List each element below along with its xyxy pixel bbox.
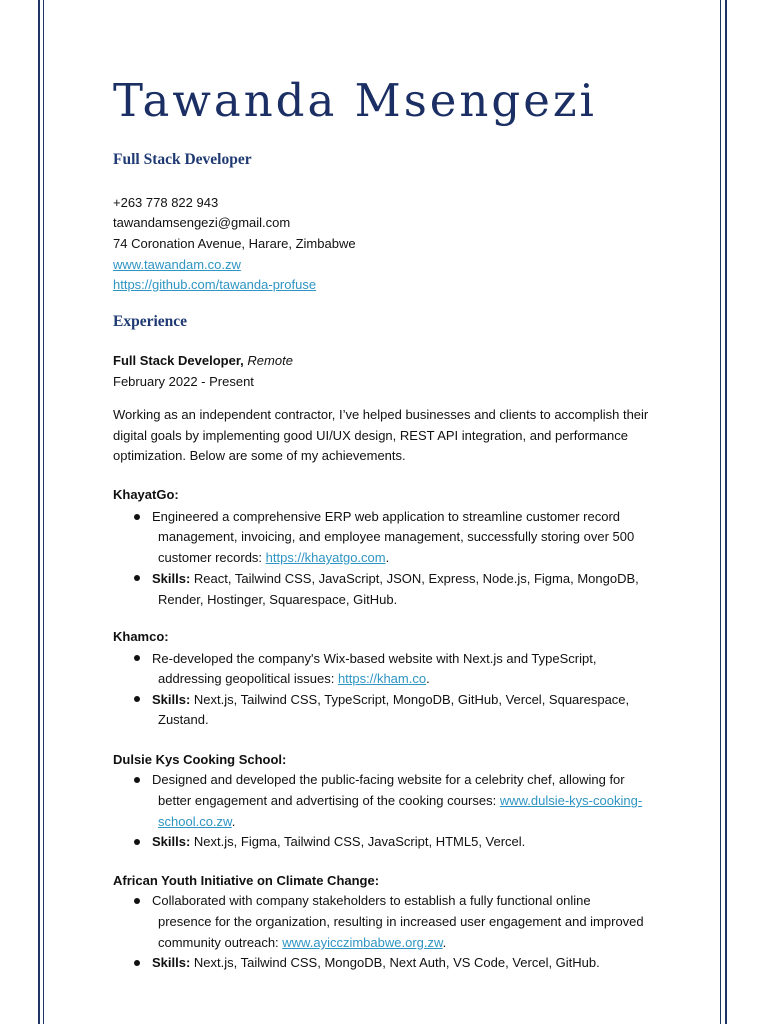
project-skills-line: Render, Hostinger, Squarespace, GitHub.	[158, 592, 398, 607]
project-desc-line: community outreach: www.ayicczimbabwe.org.zw.	[158, 935, 447, 950]
project-desc-line: Designed and developed the public-facing website for a celebrity chef, allowing for	[152, 772, 625, 787]
project-name: African Youth Initiative on Climate Change:	[113, 873, 380, 888]
skills-label: Skills:	[152, 692, 191, 707]
address: 74 Coronation Avenue, Harare, Zimbabwe	[113, 236, 356, 251]
github-link[interactable]: https://github.com/tawanda-profuse	[113, 277, 317, 292]
email: tawandamsengezi@gmail.com	[113, 215, 291, 230]
project-desc-line: school.co.zw.	[158, 814, 236, 829]
project-desc-line: presence for the organization, resulting in increased user engagement and improved	[158, 914, 644, 929]
job-summary-line: Working as an independent contractor, I’ve helped businesses and clients to accomplish their	[113, 407, 649, 422]
job-summary-line: optimization. Below are some of my achievements.	[113, 448, 406, 463]
project-skills-line: Skills: React, Tailwind CSS, JavaScript, JSON, Express, Node.js, Figma, MongoDB,	[152, 571, 639, 586]
project-desc-line: customer records: https://khayatgo.com.	[158, 550, 390, 565]
job-type: Remote	[247, 353, 293, 368]
job-title-line	[113, 351, 293, 371]
project-skills-line: Skills: Next.js, Tailwind CSS, MongoDB, Next Auth, VS Code, Vercel, GitHub.	[152, 955, 600, 970]
project-desc-line: Engineered a comprehensive ERP web application to streamline customer record	[152, 509, 621, 524]
bullet-icon	[134, 575, 140, 581]
right-border-inner	[720, 0, 721, 1024]
project-desc-line: management, invoicing, and employee management, successfully storing over 500	[158, 529, 635, 544]
job-title: Full Stack Developer,	[113, 353, 244, 368]
bullet-icon	[134, 777, 140, 783]
project-skills-line: Skills: Next.js, Figma, Tailwind CSS, JavaScript, HTML5, Vercel.	[152, 834, 526, 849]
right-border-outer	[725, 0, 727, 1024]
job-summary-line: digital goals by implementing good UI/UX design, REST API integration, and performance	[113, 428, 628, 443]
left-border-inner	[43, 0, 44, 1024]
project-skills-line: Skills: Next.js, Tailwind CSS, TypeScript, MongoDB, GitHub, Vercel, Squarespace,	[152, 692, 630, 707]
project-link[interactable]: https://khayatgo.com	[265, 550, 386, 565]
bullet-icon	[134, 839, 140, 845]
project-link[interactable]: https://kham.co	[337, 671, 427, 686]
project-link[interactable]: www.dulsie-kys-cooking-	[499, 793, 643, 808]
bullet-icon	[134, 960, 140, 966]
job-dates: February 2022 - Present	[113, 374, 254, 389]
project-link[interactable]: school.co.zw	[158, 814, 232, 829]
project-name: Dulsie Kys Cooking School:	[113, 752, 287, 767]
project-desc-line: better engagement and advertising of the cooking courses: www.dulsie-kys-cooking-	[158, 793, 643, 808]
website-link[interactable]: www.tawandam.co.zw	[113, 257, 241, 272]
bullet-icon	[134, 514, 140, 520]
candidate-name: Tawanda Msengezi	[113, 74, 597, 127]
project-name: KhayatGo:	[113, 487, 179, 502]
role-heading: Full Stack Developer	[113, 151, 252, 168]
skills-label: Skills:	[152, 834, 191, 849]
project-skills-line: Zustand.	[158, 712, 209, 727]
bullet-icon	[134, 696, 140, 702]
bullet-icon	[134, 655, 140, 661]
bullet-icon	[134, 898, 140, 904]
project-desc-line: Re-developed the company's Wix-based website with Next.js and TypeScript,	[152, 651, 597, 666]
project-desc-line: addressing geopolitical issues: https://kham.co.	[158, 671, 430, 686]
left-border-outer	[38, 0, 40, 1024]
skills-label: Skills:	[152, 571, 191, 586]
project-desc-line: Collaborated with company stakeholders to establish a fully functional online	[152, 893, 591, 908]
skills-label: Skills:	[152, 955, 191, 970]
phone: +263 778 822 943	[113, 195, 219, 210]
project-link[interactable]: www.ayicczimbabwe.org.zw	[282, 935, 443, 950]
experience-heading: Experience	[113, 313, 188, 330]
project-name: Khamco:	[113, 629, 169, 644]
